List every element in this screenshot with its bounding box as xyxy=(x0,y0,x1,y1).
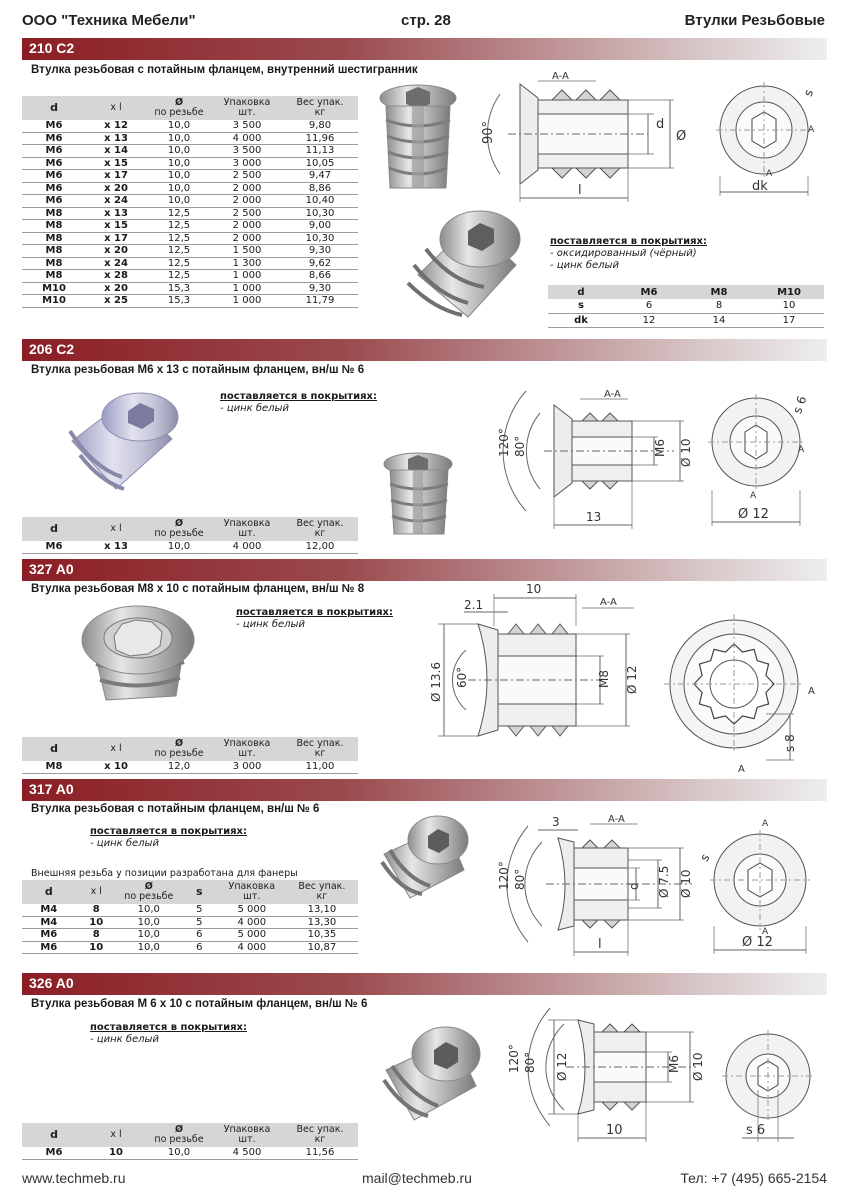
supply-heading: поставляется в покрытиях: xyxy=(236,607,393,618)
svg-text:A: A xyxy=(738,764,745,775)
top-view-drawing-317 xyxy=(697,812,828,958)
table-cell: 2 000 xyxy=(212,182,282,195)
footer-email[interactable]: mail@techmeb.ru xyxy=(362,1170,472,1186)
supply-heading: поставляется в покрытиях: xyxy=(90,826,247,837)
table-row xyxy=(22,232,358,245)
svg-text:90°: 90° xyxy=(481,120,496,144)
table-cell: 12,00 xyxy=(282,541,358,553)
svg-text:A: A xyxy=(766,169,773,179)
svg-text:d: d xyxy=(627,882,641,890)
table-cell: 3 500 xyxy=(212,120,282,132)
category-title: Втулки Резьбовые xyxy=(684,12,825,29)
section-title: Втулка резьбовая с потайным фланцем, вн/ш № 6 xyxy=(31,803,320,815)
table-cell: 9,62 xyxy=(282,257,358,270)
table-cell: 1 500 xyxy=(212,245,282,258)
table-cell: 2 500 xyxy=(212,207,282,220)
table-cell: 4 000 xyxy=(218,941,286,954)
table-cell: x 20 xyxy=(86,245,146,258)
section-bar-317 xyxy=(22,779,827,801)
table-cell: 1 000 xyxy=(212,295,282,308)
insert-3d-photo xyxy=(66,600,198,712)
section-drawing-326 xyxy=(496,998,704,1144)
table-row: dk 12 14 17 xyxy=(548,313,824,327)
col-xl: x l xyxy=(86,96,146,120)
svg-text:120°: 120° xyxy=(507,1044,521,1073)
table-cell: x 20 xyxy=(86,282,146,295)
table-row xyxy=(22,220,358,233)
col-weight: Вес упак. кг xyxy=(282,517,358,541)
supply-info-210 xyxy=(550,236,707,271)
table-cell: M6 xyxy=(22,120,86,132)
svg-text:13: 13 xyxy=(586,510,602,524)
section-code: 206 C2 xyxy=(29,341,75,357)
table-cell: 10,35 xyxy=(286,929,358,942)
insert-3d-photo xyxy=(376,810,472,908)
footer-phone: Тел: +7 (495) 665-2154 xyxy=(680,1170,827,1186)
table-cell: 9,47 xyxy=(282,170,358,183)
col-dia: Ø по резьбе xyxy=(117,880,181,904)
col-weight: Вес упак. кг xyxy=(282,1123,358,1147)
table-cell: 6 xyxy=(181,941,218,954)
table-cell: 11,96 xyxy=(282,132,358,145)
table-cell: 10,0 xyxy=(146,541,212,553)
table-cell: x 13 xyxy=(86,132,146,145)
table-cell: 11,00 xyxy=(282,761,358,773)
table-cell: 12,0 xyxy=(146,761,212,773)
svg-text:Ø 12: Ø 12 xyxy=(555,1052,569,1081)
table-cell: 10,0 xyxy=(146,157,212,170)
table-cell: 8 xyxy=(76,904,117,916)
svg-text:Ø 12: Ø 12 xyxy=(738,507,769,522)
table-cell: M6 xyxy=(22,132,86,145)
section-title: Втулка резьбовая М8 х 10 с потайным фланцем, вн/ш № 8 xyxy=(31,583,365,595)
supply-heading: поставляется в покрытиях: xyxy=(550,236,707,247)
supply-info-206 xyxy=(220,391,377,414)
table-row xyxy=(22,916,358,929)
svg-text:Ø 12: Ø 12 xyxy=(625,665,639,694)
spec-table-327 xyxy=(22,737,358,774)
table-cell: M4 xyxy=(22,904,76,916)
table-cell: 5 xyxy=(181,904,218,916)
table-cell: M8 xyxy=(22,220,86,233)
col-weight: Вес упак. кг xyxy=(282,96,358,120)
col-pack: Упаковка шт. xyxy=(218,880,286,904)
col-pack: Упаковка шт. xyxy=(212,737,282,761)
table-cell: 5 000 xyxy=(218,904,286,916)
table-row xyxy=(22,929,358,942)
table-cell: 10,0 xyxy=(117,929,181,942)
svg-text:A: A xyxy=(762,927,769,937)
svg-text:l: l xyxy=(598,937,602,952)
table-cell: 11,79 xyxy=(282,295,358,308)
supply-item: - цинк белый xyxy=(236,619,305,630)
table-cell: 12,5 xyxy=(146,232,212,245)
insert-cutaway-photo xyxy=(378,450,460,540)
section-title: Втулка резьбовая с потайным фланцем, внутренний шестигранник xyxy=(31,64,418,76)
section-title: Втулка резьбовая М 6 х 10 с потайным фланцем, вн/ш № 6 xyxy=(31,998,368,1010)
table-cell: 10,05 xyxy=(282,157,358,170)
table-cell: x 15 xyxy=(86,157,146,170)
svg-text:s: s xyxy=(800,87,817,99)
supply-item: - цинк белый xyxy=(90,1034,159,1045)
svg-text:s 8: s 8 xyxy=(783,734,797,752)
section-bar-327 xyxy=(22,559,827,581)
table-cell: 10 xyxy=(76,941,117,954)
table-cell: 10 xyxy=(86,1147,146,1159)
svg-text:M6: M6 xyxy=(667,1055,681,1073)
table-row xyxy=(22,132,358,145)
col-dia: Ø по резьбе xyxy=(146,517,212,541)
table-cell: 10,30 xyxy=(282,232,358,245)
table-row xyxy=(22,904,358,916)
col-d: d xyxy=(22,96,86,120)
insert-3d-photo xyxy=(398,205,528,330)
table-cell: M6 xyxy=(22,1147,86,1159)
table-cell: x 17 xyxy=(86,232,146,245)
svg-text:s 6: s 6 xyxy=(790,394,810,416)
svg-text:Ø 10: Ø 10 xyxy=(679,438,693,467)
table-cell: 10,0 xyxy=(146,1147,212,1159)
svg-text:M8: M8 xyxy=(597,670,611,688)
top-view-drawing-326 xyxy=(712,1030,828,1148)
svg-text:2.1: 2.1 xyxy=(464,598,484,612)
insert-3d-photo xyxy=(60,385,185,503)
table-cell: 8 xyxy=(76,929,117,942)
svg-text:Ø 13.6: Ø 13.6 xyxy=(429,662,443,702)
col-pack: Упаковка шт. xyxy=(212,1123,282,1147)
supply-info-327 xyxy=(236,607,393,630)
table-row xyxy=(22,1147,358,1159)
section-drawing-206 xyxy=(478,383,698,533)
table-cell: 3 500 xyxy=(212,145,282,158)
table-row xyxy=(22,245,358,258)
table-row xyxy=(22,282,358,295)
svg-text:A-A: A-A xyxy=(608,814,625,825)
supply-heading: поставляется в покрытиях: xyxy=(220,391,377,402)
table-row xyxy=(22,157,358,170)
table-cell: M10 xyxy=(22,282,86,295)
table-cell: 9,30 xyxy=(282,282,358,295)
table-cell: M6 xyxy=(22,195,86,208)
table-cell: 2 000 xyxy=(212,232,282,245)
table-cell: M8 xyxy=(22,270,86,283)
footer-website[interactable]: www.techmeb.ru xyxy=(22,1170,126,1186)
table-cell: M8 xyxy=(22,245,86,258)
table-cell: 3 000 xyxy=(212,761,282,773)
table-cell: M6 xyxy=(22,157,86,170)
supply-item: - оксидированный (чёрный) xyxy=(550,248,697,259)
table-cell: 10,0 xyxy=(146,145,212,158)
section-drawing-317 xyxy=(478,808,700,958)
table-cell: 10,0 xyxy=(146,132,212,145)
table-row xyxy=(22,295,358,308)
table-cell: x 15 xyxy=(86,220,146,233)
page-number: стр. 28 xyxy=(401,12,451,29)
table-cell: 10,0 xyxy=(146,182,212,195)
svg-text:80°: 80° xyxy=(513,435,527,457)
svg-text:10: 10 xyxy=(606,1123,623,1138)
supply-heading: поставляется в покрытиях: xyxy=(90,1022,247,1033)
table-row xyxy=(22,182,358,195)
insert-cutaway-photo xyxy=(372,82,464,198)
table-row xyxy=(22,541,358,553)
table-cell: 13,30 xyxy=(286,916,358,929)
insert-3d-photo xyxy=(378,1020,484,1130)
svg-text:120°: 120° xyxy=(497,428,511,457)
table-cell: 9,00 xyxy=(282,220,358,233)
table-cell: 10,0 xyxy=(117,941,181,954)
table-cell: 2 000 xyxy=(212,195,282,208)
top-view-drawing-206 xyxy=(700,390,828,530)
supply-item: - цинк белый xyxy=(550,260,619,271)
table-row xyxy=(22,195,358,208)
table-row xyxy=(22,170,358,183)
table-cell: 8,86 xyxy=(282,182,358,195)
section-code: 210 C2 xyxy=(29,40,75,56)
dims-head: M10 xyxy=(754,285,824,299)
table-cell: 11,56 xyxy=(282,1147,358,1159)
svg-text:s 6: s 6 xyxy=(746,1123,766,1138)
svg-text:s: s xyxy=(697,851,713,864)
spec-table-210 xyxy=(22,96,358,308)
table-cell: x 28 xyxy=(86,270,146,283)
table-cell: 10,87 xyxy=(286,941,358,954)
table-cell: 11,13 xyxy=(282,145,358,158)
table-row xyxy=(22,270,358,283)
svg-text:dk: dk xyxy=(752,179,768,194)
table-row: s 6 8 10 xyxy=(548,299,824,313)
col-weight: Вес упак. кг xyxy=(286,880,358,904)
table-cell: M10 xyxy=(22,295,86,308)
table-cell: x 10 xyxy=(86,761,146,773)
col-dia: Ø по резьбе xyxy=(146,1123,212,1147)
table-cell: 4 500 xyxy=(212,1147,282,1159)
table-cell: 4 000 xyxy=(212,541,282,553)
table-cell: 15,3 xyxy=(146,295,212,308)
svg-text:80°: 80° xyxy=(513,868,527,890)
table-row xyxy=(22,120,358,132)
table-cell: 8,66 xyxy=(282,270,358,283)
svg-text:d: d xyxy=(656,117,665,132)
supply-item: - цинк белый xyxy=(90,838,159,849)
table-cell: 12,5 xyxy=(146,220,212,233)
table-cell: x 20 xyxy=(86,182,146,195)
table-cell: 10,0 xyxy=(117,916,181,929)
table-cell: x 13 xyxy=(86,541,146,553)
svg-text:120°: 120° xyxy=(497,861,511,890)
supply-info-317 xyxy=(90,826,247,849)
table-cell: 10,0 xyxy=(117,904,181,916)
svg-text:A-A: A-A xyxy=(600,597,617,608)
table-cell: 10,0 xyxy=(146,195,212,208)
table-cell: 10 xyxy=(76,916,117,929)
table-cell: 5 xyxy=(181,916,218,929)
svg-text:A: A xyxy=(798,445,805,455)
table-cell: 12,5 xyxy=(146,270,212,283)
table-cell: 1 300 xyxy=(212,257,282,270)
table-cell: 10,0 xyxy=(146,170,212,183)
table-cell: M6 xyxy=(22,182,86,195)
svg-text:10: 10 xyxy=(526,582,542,596)
spec-table-206 xyxy=(22,517,358,554)
col-pack: Упаковка шт. xyxy=(212,517,282,541)
svg-text:Ø: Ø xyxy=(676,129,687,144)
table-cell: 12,5 xyxy=(146,207,212,220)
section-drawing-327 xyxy=(418,580,648,760)
table-cell: 12,5 xyxy=(146,257,212,270)
table-row xyxy=(22,761,358,773)
plywood-note: Внешняя резьба у позиции разработана для фанеры xyxy=(31,868,298,879)
table-cell: 10,0 xyxy=(146,120,212,132)
table-cell: M8 xyxy=(22,232,86,245)
table-cell: x 24 xyxy=(86,257,146,270)
table-cell: M8 xyxy=(22,207,86,220)
dims-head: M6 xyxy=(614,285,684,299)
col-dia: Ø по резьбе xyxy=(146,96,212,120)
table-cell: 4 000 xyxy=(218,916,286,929)
table-cell: 2 500 xyxy=(212,170,282,183)
table-row xyxy=(22,257,358,270)
table-cell: M6 xyxy=(22,541,86,553)
table-cell: x 17 xyxy=(86,170,146,183)
svg-text:80°: 80° xyxy=(523,1051,537,1073)
col-d: d xyxy=(22,737,86,761)
table-cell: 9,80 xyxy=(282,120,358,132)
section-bar-210 xyxy=(22,38,827,60)
spec-table-317 xyxy=(22,880,358,954)
table-cell: M6 xyxy=(22,170,86,183)
col-d: d xyxy=(22,517,86,541)
table-cell: x 25 xyxy=(86,295,146,308)
svg-text:Ø 10: Ø 10 xyxy=(691,1052,705,1081)
table-cell: 13,10 xyxy=(286,904,358,916)
section-drawing-210 xyxy=(478,70,698,210)
section-bar-326 xyxy=(22,973,827,995)
table-cell: 10,40 xyxy=(282,195,358,208)
svg-text:A: A xyxy=(750,491,757,501)
table-cell: M8 xyxy=(22,257,86,270)
svg-text:Ø 7.5: Ø 7.5 xyxy=(657,865,671,898)
col-s: s xyxy=(181,880,218,904)
col-xl: x l xyxy=(86,737,146,761)
supply-info-326 xyxy=(90,1022,247,1045)
section-code: 326 A0 xyxy=(29,975,74,991)
table-cell: 3 000 xyxy=(212,157,282,170)
table-cell: 1 000 xyxy=(212,270,282,283)
svg-text:Ø 10: Ø 10 xyxy=(679,869,693,898)
table-row xyxy=(22,207,358,220)
company-name: ООО "Техника Мебели" xyxy=(22,12,196,29)
section-code: 327 A0 xyxy=(29,561,74,577)
table-cell: M4 xyxy=(22,916,76,929)
col-weight: Вес упак. кг xyxy=(282,737,358,761)
svg-text:Ø 12: Ø 12 xyxy=(742,935,773,950)
table-row xyxy=(22,145,358,158)
dims-head: M8 xyxy=(684,285,754,299)
section-title: Втулка резьбовая М6 х 13 с потайным фланцем, вн/ш № 6 xyxy=(31,364,365,376)
table-cell: M6 xyxy=(22,145,86,158)
table-cell: 5 000 xyxy=(218,929,286,942)
table-cell: x 13 xyxy=(86,207,146,220)
table-cell: M8 xyxy=(22,761,86,773)
svg-text:60°: 60° xyxy=(455,666,469,688)
table-cell: 6 xyxy=(181,929,218,942)
table-cell: x 24 xyxy=(86,195,146,208)
table-cell: 9,30 xyxy=(282,245,358,258)
svg-text:A: A xyxy=(808,125,815,135)
col-pack: Упаковка шт. xyxy=(212,96,282,120)
table-cell: M6 xyxy=(22,941,76,954)
svg-text:A-A: A-A xyxy=(604,389,621,400)
section-bar-206 xyxy=(22,339,827,361)
table-cell: 1 000 xyxy=(212,282,282,295)
dims-table-210 xyxy=(548,285,824,328)
table-cell: 12,5 xyxy=(146,245,212,258)
table-cell: x 14 xyxy=(86,145,146,158)
dims-head: d xyxy=(548,285,614,299)
supply-item: - цинк белый xyxy=(220,403,289,414)
svg-text:A: A xyxy=(762,819,769,829)
col-dia: Ø по резьбе xyxy=(146,737,212,761)
svg-text:A: A xyxy=(808,686,815,697)
table-cell: M6 xyxy=(22,929,76,942)
svg-text:A-A: A-A xyxy=(552,71,569,82)
col-d: d xyxy=(22,880,76,904)
col-xl: x l xyxy=(86,1123,146,1147)
table-row xyxy=(22,941,358,954)
top-view-drawing-327 xyxy=(662,608,828,778)
svg-text:3: 3 xyxy=(552,815,560,829)
col-xl: x l xyxy=(86,517,146,541)
table-cell: 4 000 xyxy=(212,132,282,145)
svg-text:l: l xyxy=(578,183,582,198)
section-code: 317 A0 xyxy=(29,781,74,797)
col-d: d xyxy=(22,1123,86,1147)
table-cell: 15,3 xyxy=(146,282,212,295)
table-cell: 2 000 xyxy=(212,220,282,233)
top-view-drawing-210 xyxy=(712,72,830,202)
spec-table-326 xyxy=(22,1123,358,1160)
svg-text:M6: M6 xyxy=(653,439,667,457)
col-xl: x l xyxy=(76,880,117,904)
table-cell: 10,30 xyxy=(282,207,358,220)
table-cell: x 12 xyxy=(86,120,146,132)
